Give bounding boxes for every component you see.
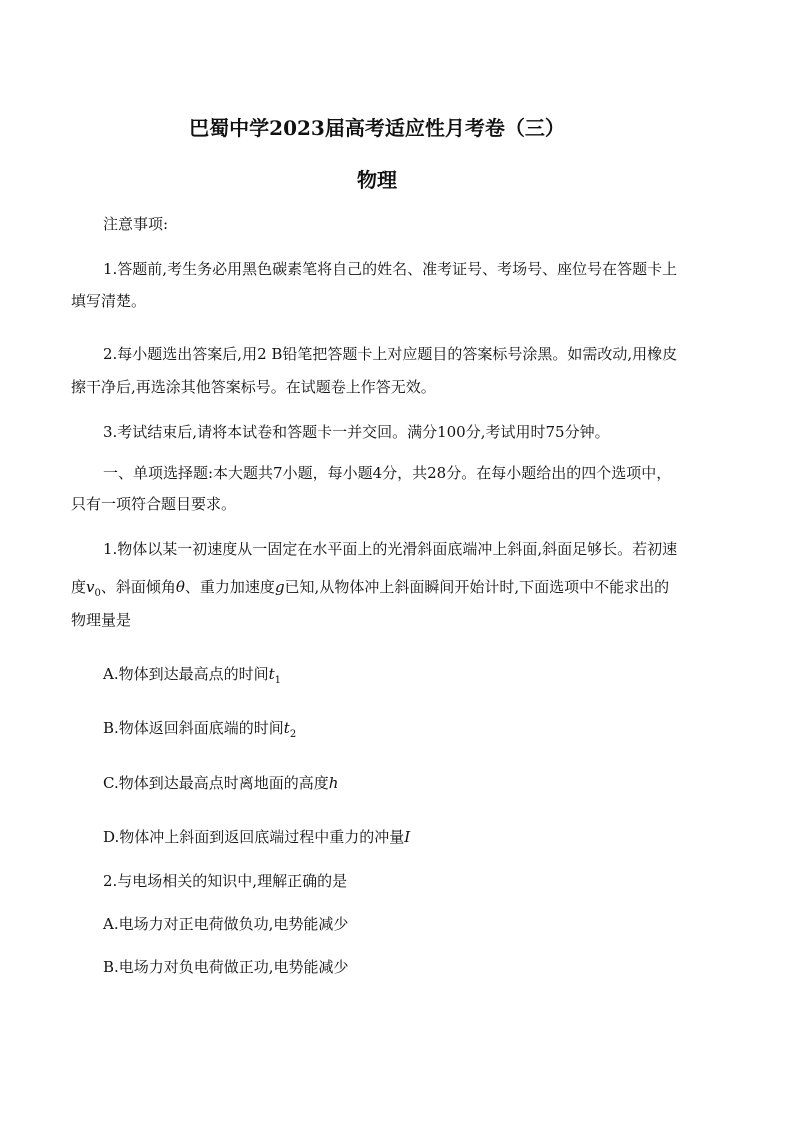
q2-option-a: A.电场力对正电荷做负功,电势能减少 xyxy=(103,915,349,933)
t1-subscript: 1 xyxy=(274,675,282,686)
v0-subscript: 0 xyxy=(94,588,101,599)
q1-stem-line-3: 物理量是 xyxy=(71,611,132,629)
q1-option-d-text: D.物体冲上斜面到返回底端过程中重力的冲量 xyxy=(103,828,405,846)
q1-option-c-text: C.物体到达最高点时离地面的高度 xyxy=(103,774,329,792)
subject-title: 物理 xyxy=(357,168,397,192)
h-variable: h xyxy=(328,774,339,792)
q1-option-b-text: B.物体返回斜面底端的时间 xyxy=(103,719,284,737)
q1-option-b xyxy=(103,717,296,740)
notice-item-1-line-1: 1.答题前,考生务必用黑色碳素笔将自己的姓名、准考证号、考场号、座位号在答题卡上 xyxy=(103,260,678,278)
q1-option-c xyxy=(103,772,338,793)
g-variable: g xyxy=(274,578,285,596)
q1-stem-text-b: 、斜面倾角 xyxy=(100,578,176,596)
notice-item-2-line-1: 2.每小题选出答案后,用2 B铅笔把答题卡上对应题目的答案标号涂黑。如需改动,用橡皮 xyxy=(103,345,678,363)
exam-title: 巴蜀中学2023届高考适应性月考卷（三） xyxy=(189,116,565,140)
notice-item-3: 3.考试结束后,请将本试卷和答题卡一并交回。满分100分,考试用时75分钟。 xyxy=(103,423,610,441)
notice-item-2-line-2: 擦干净后,再选涂其他答案标号。在试题卷上作答无效。 xyxy=(71,378,436,396)
v0-variable: v xyxy=(86,578,95,596)
theta-variable: θ xyxy=(175,578,185,596)
section-1-line-1: 一、单项选择题:本大题共7小题，每小题4分，共28分。在每小题给出的四个选项中， xyxy=(103,464,672,482)
q2-option-b: B.电场力对负电荷做正功,电势能减少 xyxy=(103,958,349,976)
q1-stem-text-d: 已知,从物体冲上斜面瞬间开始计时,下面选项中不能求出的 xyxy=(284,578,670,596)
section-1-line-2: 只有一项符合题目要求。 xyxy=(71,495,237,513)
q1-option-a xyxy=(103,663,281,686)
q1-stem-text-a: 度 xyxy=(71,578,87,596)
t2-subscript: 2 xyxy=(289,729,297,740)
q1-stem-line-2 xyxy=(71,576,669,599)
t2-variable: t xyxy=(283,719,290,737)
q2-stem: 2.与电场相关的知识中,理解正确的是 xyxy=(103,872,348,890)
q1-option-a-text: A.物体到达最高点的时间 xyxy=(103,665,269,683)
t1-variable: t xyxy=(268,665,275,683)
notice-heading: 注意事项: xyxy=(103,215,169,233)
q1-option-d xyxy=(103,826,410,847)
impulse-variable: I xyxy=(404,828,411,846)
q1-stem-line-1: 1.物体以某一初速度从一固定在水平面上的光滑斜面底端冲上斜面,斜面足够长。若初速 xyxy=(103,540,678,558)
notice-item-1-line-2: 填写清楚。 xyxy=(71,292,147,310)
q1-stem-text-c: 、重力加速度 xyxy=(184,578,275,596)
